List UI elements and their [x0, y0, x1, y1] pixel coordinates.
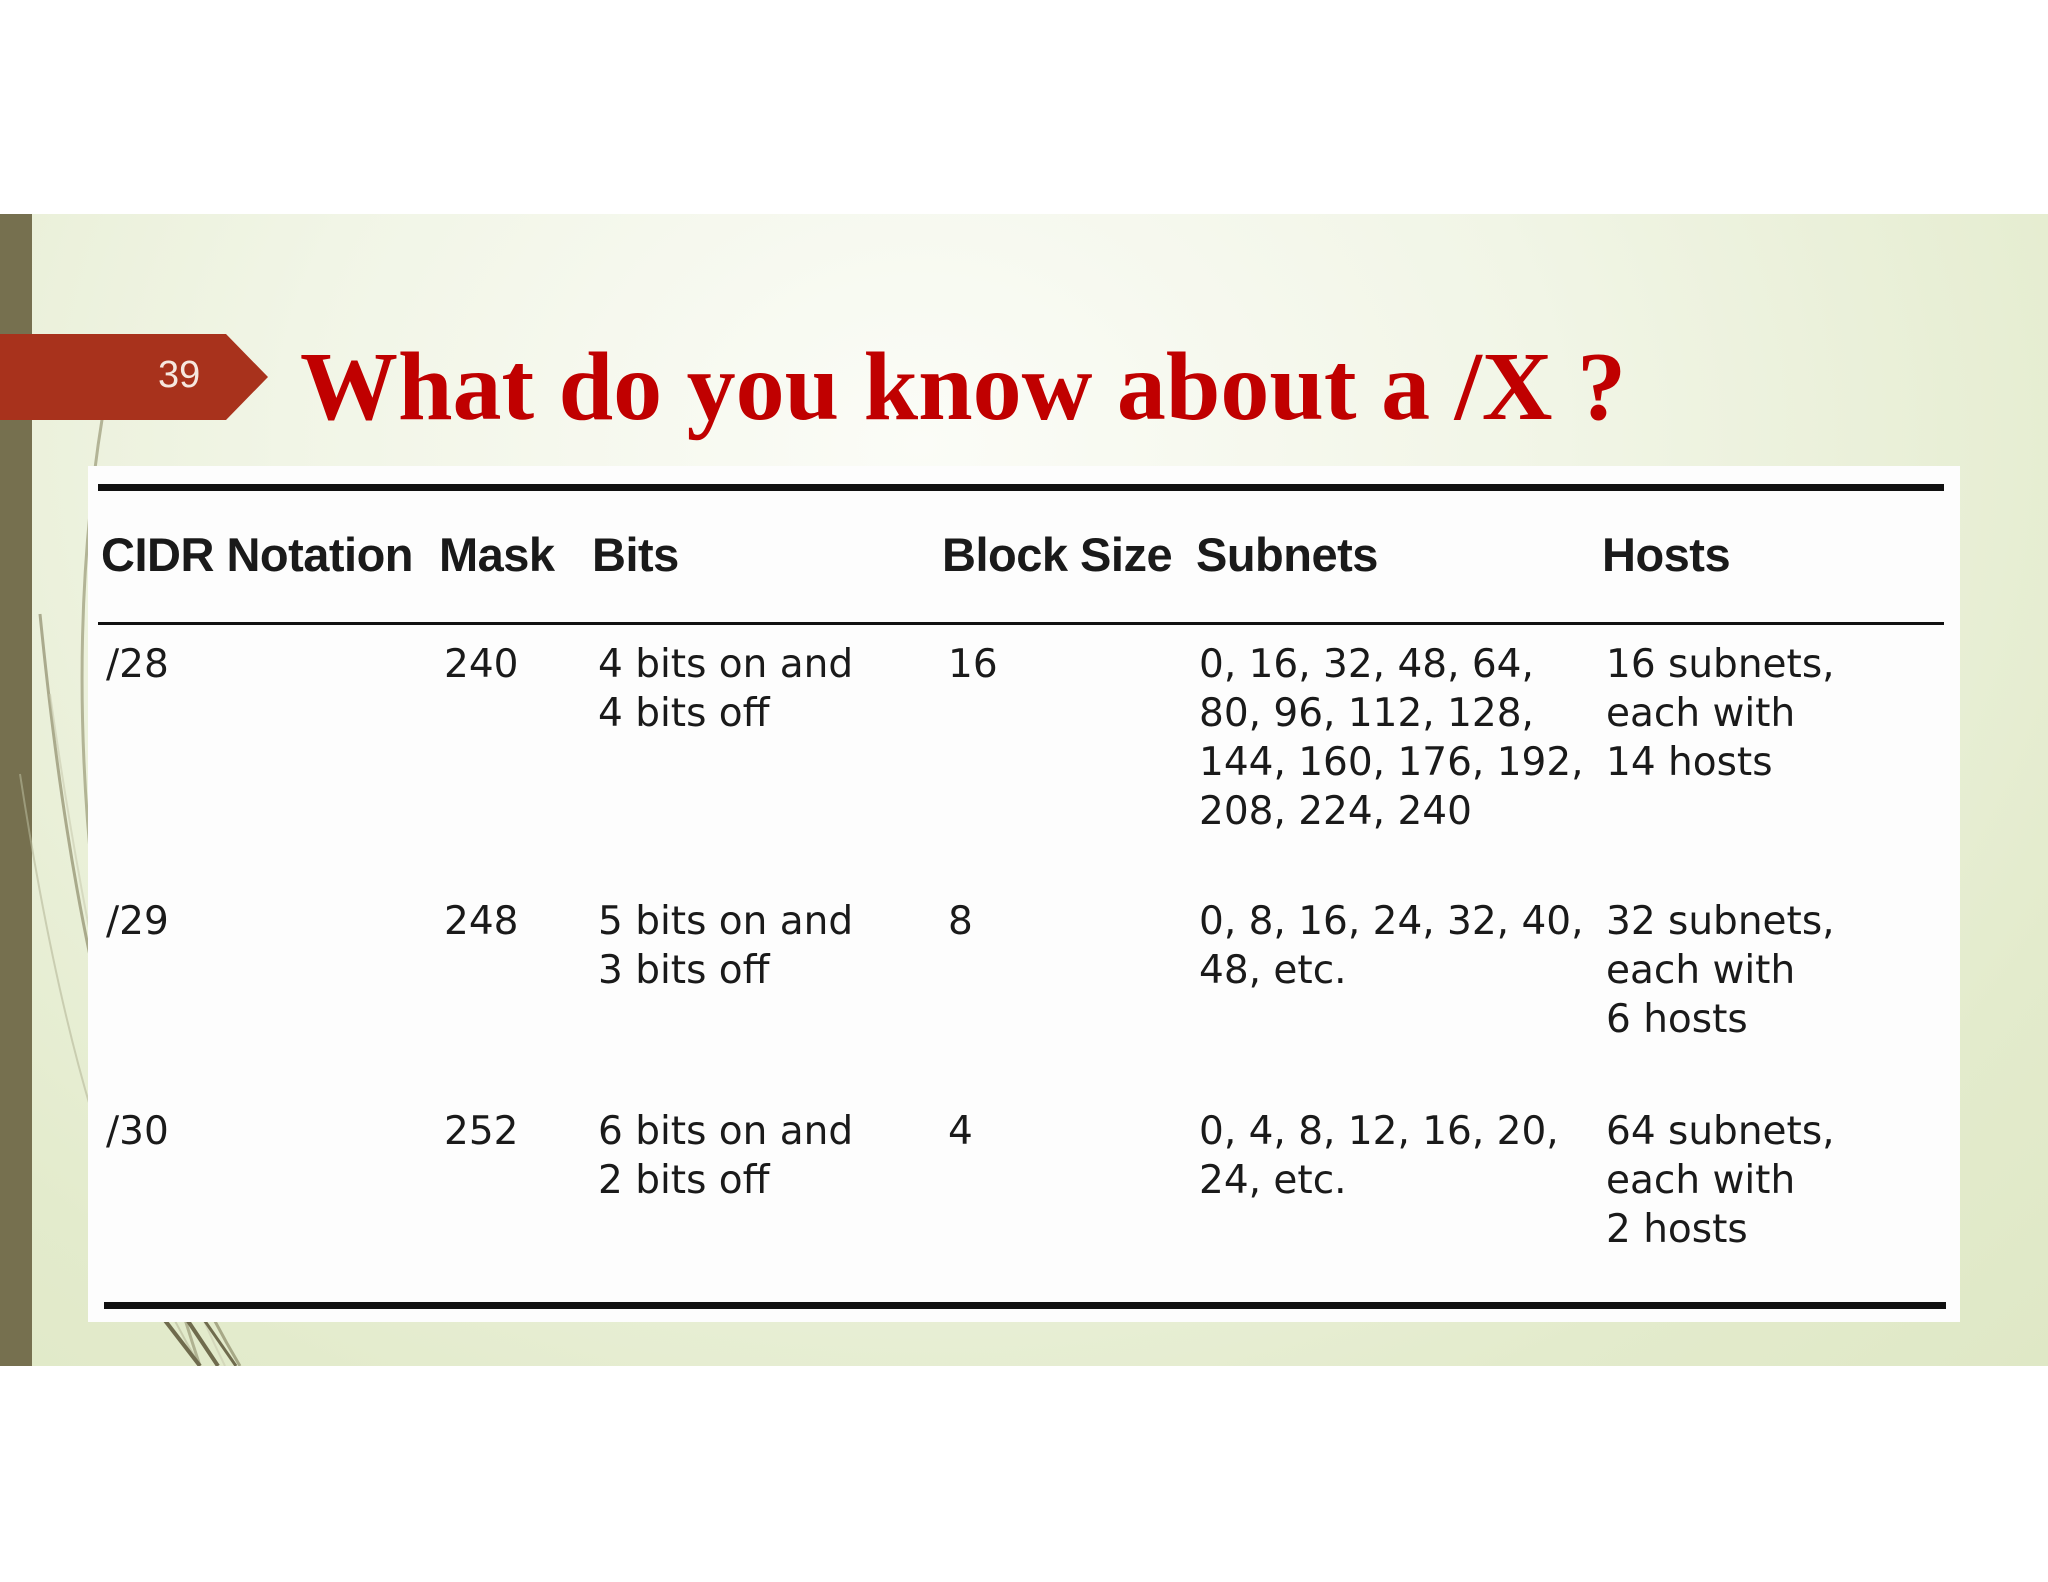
row-30-subnets: 0, 4, 8, 12, 16, 20, 24, etc.	[1199, 1109, 1559, 1203]
slide-number: 39	[158, 354, 201, 396]
row-29-bits: 5 bits on and 3 bits off	[598, 899, 854, 993]
slide-number-tab	[0, 334, 268, 420]
table-header-rule	[98, 622, 1944, 625]
row-28-subnets: 0, 16, 32, 48, 64, 80, 96, 112, 128, 144, 160, 176, 192, 208, 224, 240	[1199, 642, 1584, 834]
row-30-hosts: 64 subnets, each with 2 hosts	[1606, 1109, 1835, 1252]
row-30-cidr: /30	[106, 1109, 169, 1154]
row-28-bits: 4 bits on and 4 bits off	[598, 642, 854, 736]
row-28-block-size: 16	[948, 642, 998, 687]
row-29-cidr: /29	[106, 899, 169, 944]
row-30-block-size: 4	[948, 1109, 973, 1154]
row-28-cidr: /28	[106, 642, 169, 687]
row-30-mask: 252	[444, 1109, 519, 1154]
row-29-block-size: 8	[948, 899, 973, 944]
header-block-size: Block Size	[942, 528, 1173, 581]
row-28-hosts: 16 subnets, each with 14 hosts	[1606, 642, 1835, 785]
row-28-mask: 240	[444, 642, 519, 687]
row-30-bits: 6 bits on and 2 bits off	[598, 1109, 854, 1203]
header-hosts: Hosts	[1602, 528, 1731, 581]
header-mask: Mask	[439, 528, 555, 581]
table-top-rule	[98, 484, 1944, 491]
row-29-hosts: 32 subnets, each with 6 hosts	[1606, 899, 1835, 1042]
row-29-subnets: 0, 8, 16, 24, 32, 40, 48, etc.	[1199, 899, 1584, 993]
header-bits: Bits	[592, 528, 679, 581]
header-subnets: Subnets	[1196, 528, 1378, 581]
table-bottom-rule	[104, 1302, 1946, 1309]
subnet-table	[88, 466, 1960, 1322]
row-29-mask: 248	[444, 899, 519, 944]
slide-title: What do you know about a /X ?	[300, 333, 1627, 441]
header-cidr-notation: CIDR Notation	[101, 528, 414, 581]
